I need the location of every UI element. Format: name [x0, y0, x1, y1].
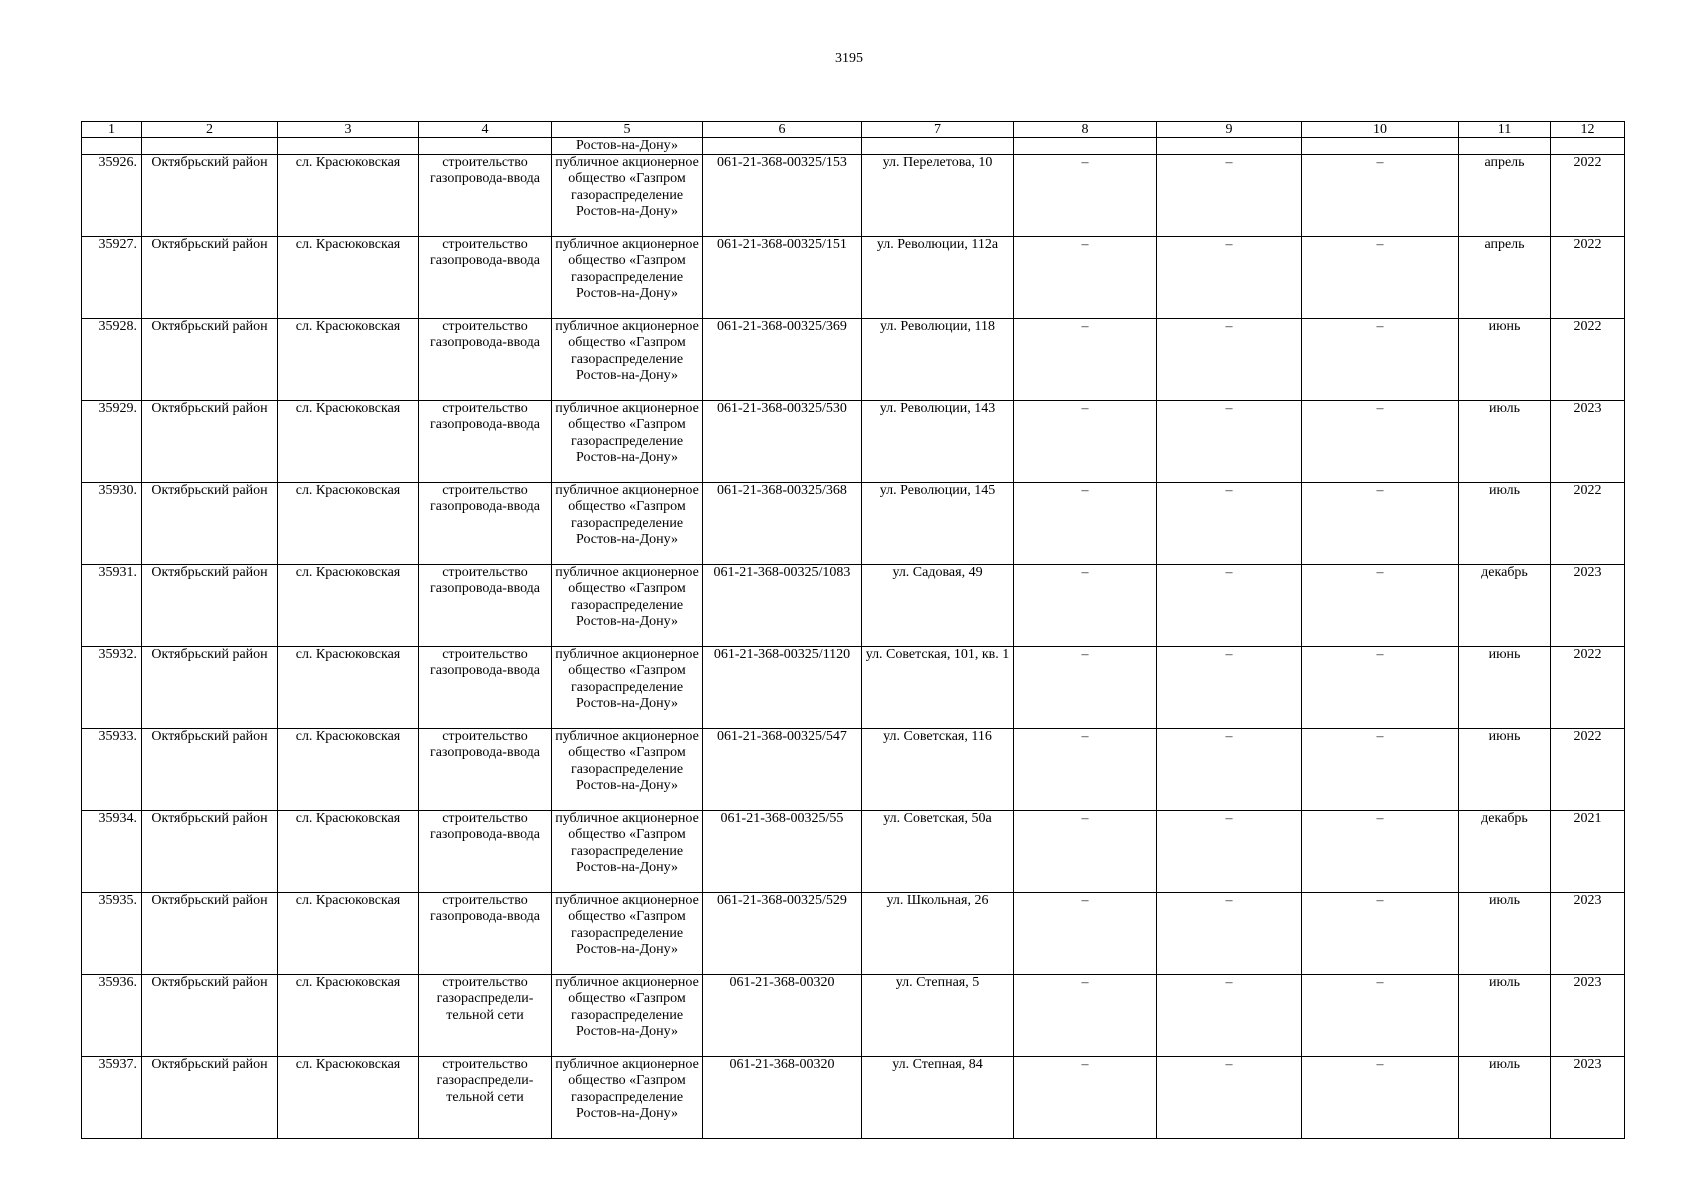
table-cell-col-1: 35934. — [82, 811, 142, 893]
table-row — [82, 729, 1625, 811]
table-cell-col-9: – — [1157, 975, 1302, 1057]
table-cell-col-4: строительство газопровода-ввода — [419, 237, 552, 319]
table-cell-col-8: – — [1014, 565, 1157, 647]
table-cell-col-10: – — [1302, 811, 1459, 893]
table-cell-col-6: 061-21-368-00325/1120 — [703, 647, 862, 729]
table-cell-col-4: строительство газопровода-ввода — [419, 155, 552, 237]
data-table — [81, 121, 1625, 1139]
table-cell-col-2: Октябрьский район — [142, 975, 278, 1057]
table-cell-col-7: ул. Революции, 143 — [862, 401, 1014, 483]
table-cell-col-5: публичное акционерное общество «Газпром газораспределение Ростов-на-Дону» — [552, 893, 703, 975]
table-header-row — [82, 122, 1625, 138]
table-cell-col-11 — [1459, 138, 1551, 155]
table-cell-col-12: 2022 — [1551, 483, 1625, 565]
table-cell-col-10: – — [1302, 155, 1459, 237]
table-row — [82, 319, 1625, 401]
table-cell-col-9: – — [1157, 155, 1302, 237]
table-cell-col-3: сл. Красюковская — [278, 893, 419, 975]
table-cell-col-12: 2021 — [1551, 811, 1625, 893]
table-cell-col-4: 4 — [419, 122, 552, 138]
table-cell-col-11: 11 — [1459, 122, 1551, 138]
table-cell-col-8 — [1014, 138, 1157, 155]
table-cell-col-12: 2023 — [1551, 975, 1625, 1057]
table-cell-col-6: 061-21-368-00325/530 — [703, 401, 862, 483]
table-cell-col-6: 061-21-368-00320 — [703, 975, 862, 1057]
table-cell-col-12: 2022 — [1551, 237, 1625, 319]
table-cell-col-5: публичное акционерное общество «Газпром газораспределение Ростов-на-Дону» — [552, 401, 703, 483]
table-cell-col-3: сл. Красюковская — [278, 237, 419, 319]
table-cell-col-3: сл. Красюковская — [278, 729, 419, 811]
table-cell-col-11: июль — [1459, 401, 1551, 483]
table-cell-col-11: июнь — [1459, 319, 1551, 401]
table-cell-col-7: ул. Садовая, 49 — [862, 565, 1014, 647]
table-cell-col-12: 2023 — [1551, 401, 1625, 483]
table-cell-col-9: – — [1157, 483, 1302, 565]
table-cell-col-11: июнь — [1459, 647, 1551, 729]
table-cell-col-1: 35936. — [82, 975, 142, 1057]
table-cell-col-3: сл. Красюковская — [278, 975, 419, 1057]
table-cell-col-8: – — [1014, 155, 1157, 237]
table-cell-col-3: сл. Красюковская — [278, 319, 419, 401]
table-cell-col-1: 35932. — [82, 647, 142, 729]
table-cell-col-7: ул. Советская, 50а — [862, 811, 1014, 893]
table-cell-col-12: 2022 — [1551, 155, 1625, 237]
table-cell-col-9: – — [1157, 1057, 1302, 1139]
table-cell-col-8: – — [1014, 401, 1157, 483]
table-cell-col-11: июль — [1459, 893, 1551, 975]
table-row — [82, 647, 1625, 729]
table-cell-col-5: публичное акционерное общество «Газпром газораспределение Ростов-на-Дону» — [552, 811, 703, 893]
table-cell-col-10: – — [1302, 893, 1459, 975]
table-cell-col-9: – — [1157, 811, 1302, 893]
table-cell-col-8: – — [1014, 483, 1157, 565]
table-cell-col-12: 2022 — [1551, 647, 1625, 729]
table-cell-col-10: – — [1302, 565, 1459, 647]
table-row — [82, 893, 1625, 975]
table-cell-col-1: 1 — [82, 122, 142, 138]
table-cell-col-12: 2023 — [1551, 893, 1625, 975]
table-cell-col-5: Ростов-на-Дону» — [552, 138, 703, 155]
table-cell-col-7: 7 — [862, 122, 1014, 138]
table-cell-col-8: – — [1014, 237, 1157, 319]
table-cell-col-7: ул. Школьная, 26 — [862, 893, 1014, 975]
table-cell-col-4: строительство газораспредели-тельной сети — [419, 1057, 552, 1139]
table-cell-col-1: 35933. — [82, 729, 142, 811]
table-cell-col-5: публичное акционерное общество «Газпром газораспределение Ростов-на-Дону» — [552, 729, 703, 811]
table-cell-col-7: ул. Степная, 5 — [862, 975, 1014, 1057]
table-cell-col-2 — [142, 138, 278, 155]
table-cell-col-12 — [1551, 138, 1625, 155]
table-cell-col-5: публичное акционерное общество «Газпром газораспределение Ростов-на-Дону» — [552, 565, 703, 647]
table-cell-col-10: – — [1302, 729, 1459, 811]
table-cell-col-8: – — [1014, 975, 1157, 1057]
table-cell-col-3: сл. Красюковская — [278, 1057, 419, 1139]
table-cell-col-2: Октябрьский район — [142, 319, 278, 401]
table-cell-col-4: строительство газопровода-ввода — [419, 319, 552, 401]
table-cell-col-4: строительство газопровода-ввода — [419, 565, 552, 647]
table-cell-col-5: публичное акционерное общество «Газпром газораспределение Ростов-на-Дону» — [552, 237, 703, 319]
table-cell-col-10: – — [1302, 647, 1459, 729]
table-cell-col-8: 8 — [1014, 122, 1157, 138]
table-body — [82, 122, 1625, 1139]
table-cell-col-2: Октябрьский район — [142, 1057, 278, 1139]
table-cell-col-1: 35929. — [82, 401, 142, 483]
table-cell-col-4: строительство газопровода-ввода — [419, 483, 552, 565]
table-cell-col-8: – — [1014, 319, 1157, 401]
table-cell-col-3: сл. Красюковская — [278, 401, 419, 483]
table-cell-col-9: – — [1157, 729, 1302, 811]
table-cell-col-10: – — [1302, 401, 1459, 483]
table-cell-col-11: июль — [1459, 975, 1551, 1057]
table-cell-col-1: 35930. — [82, 483, 142, 565]
table-cell-col-8: – — [1014, 647, 1157, 729]
table-cell-col-11: июль — [1459, 1057, 1551, 1139]
table-cell-col-2: Октябрьский район — [142, 565, 278, 647]
table-cell-col-6: 061-21-368-00325/368 — [703, 483, 862, 565]
table-cell-col-1: 35935. — [82, 893, 142, 975]
table-cell-col-7: ул. Советская, 116 — [862, 729, 1014, 811]
table-cell-col-12: 12 — [1551, 122, 1625, 138]
table-cell-col-12: 2022 — [1551, 729, 1625, 811]
table-cell-col-1: 35931. — [82, 565, 142, 647]
table-cell-col-1: 35926. — [82, 155, 142, 237]
table-cell-col-6: 061-21-368-00325/151 — [703, 237, 862, 319]
table-cell-col-2: Октябрьский район — [142, 483, 278, 565]
table-cell-col-9: – — [1157, 237, 1302, 319]
table-cell-col-6: 6 — [703, 122, 862, 138]
table-cell-col-1: 35937. — [82, 1057, 142, 1139]
table-cell-col-4: строительство газопровода-ввода — [419, 647, 552, 729]
table-row — [82, 237, 1625, 319]
table-cell-col-6: 061-21-368-00325/153 — [703, 155, 862, 237]
table-cell-col-9: – — [1157, 319, 1302, 401]
table-cell-col-6: 061-21-368-00325/369 — [703, 319, 862, 401]
table-cell-col-5: публичное акционерное общество «Газпром газораспределение Ростов-на-Дону» — [552, 319, 703, 401]
table-row — [82, 401, 1625, 483]
table-cell-col-3: сл. Красюковская — [278, 155, 419, 237]
table-cell-col-11: декабрь — [1459, 811, 1551, 893]
table-cell-col-10: 10 — [1302, 122, 1459, 138]
table-cell-col-6: 061-21-368-00325/529 — [703, 893, 862, 975]
table-cell-col-7: ул. Революции, 112а — [862, 237, 1014, 319]
table-cell-col-11: июнь — [1459, 729, 1551, 811]
table-cell-col-5: публичное акционерное общество «Газпром газораспределение Ростов-на-Дону» — [552, 155, 703, 237]
table-cell-col-11: июль — [1459, 483, 1551, 565]
table-row — [82, 975, 1625, 1057]
table-row — [82, 155, 1625, 237]
table-cell-col-4 — [419, 138, 552, 155]
table-cell-col-9 — [1157, 138, 1302, 155]
table-cell-col-10 — [1302, 138, 1459, 155]
table-cell-col-12: 2023 — [1551, 565, 1625, 647]
page-number: 3195 — [835, 51, 863, 66]
table-cell-col-4: строительство газораспредели-тельной сети — [419, 975, 552, 1057]
table-cell-col-9: – — [1157, 893, 1302, 975]
table-cell-col-2: Октябрьский район — [142, 155, 278, 237]
table-cell-col-10: – — [1302, 1057, 1459, 1139]
table-cell-col-7: ул. Советская, 101, кв. 1 — [862, 647, 1014, 729]
table-cell-col-7: ул. Перелетова, 10 — [862, 155, 1014, 237]
table-cell-col-2: Октябрьский район — [142, 237, 278, 319]
table-cell-col-9: – — [1157, 647, 1302, 729]
table-cell-col-1 — [82, 138, 142, 155]
table-cell-col-5: публичное акционерное общество «Газпром газораспределение Ростов-на-Дону» — [552, 483, 703, 565]
table-cell-col-3: сл. Красюковская — [278, 483, 419, 565]
table-cell-col-11: декабрь — [1459, 565, 1551, 647]
table-cell-col-8: – — [1014, 729, 1157, 811]
table-cell-col-11: апрель — [1459, 155, 1551, 237]
table-cell-col-7 — [862, 138, 1014, 155]
table-row — [82, 565, 1625, 647]
table-cell-col-6: 061-21-368-00320 — [703, 1057, 862, 1139]
table-cell-col-9: – — [1157, 401, 1302, 483]
table-cell-col-7: ул. Революции, 118 — [862, 319, 1014, 401]
table-cell-col-4: строительство газопровода-ввода — [419, 811, 552, 893]
table-cell-col-1: 35928. — [82, 319, 142, 401]
table-cell-col-12: 2022 — [1551, 319, 1625, 401]
table-cell-col-10: – — [1302, 237, 1459, 319]
table-cell-col-6 — [703, 138, 862, 155]
table-row — [82, 811, 1625, 893]
table-cell-col-8: – — [1014, 811, 1157, 893]
table-cell-col-5: 5 — [552, 122, 703, 138]
table-cell-col-12: 2023 — [1551, 1057, 1625, 1139]
table-cell-col-10: – — [1302, 319, 1459, 401]
table-cell-col-2: Октябрьский район — [142, 811, 278, 893]
table-cell-col-6: 061-21-368-00325/55 — [703, 811, 862, 893]
table-cell-col-11: апрель — [1459, 237, 1551, 319]
table-cell-col-7: ул. Революции, 145 — [862, 483, 1014, 565]
table-cell-col-5: публичное акционерное общество «Газпром газораспределение Ростов-на-Дону» — [552, 647, 703, 729]
table-cell-col-3: сл. Красюковская — [278, 647, 419, 729]
table-cell-col-9: 9 — [1157, 122, 1302, 138]
table-cell-col-4: строительство газопровода-ввода — [419, 729, 552, 811]
table-cell-col-5: публичное акционерное общество «Газпром газораспределение Ростов-на-Дону» — [552, 1057, 703, 1139]
table-cell-col-1: 35927. — [82, 237, 142, 319]
table-row — [82, 1057, 1625, 1139]
table-cell-col-7: ул. Степная, 84 — [862, 1057, 1014, 1139]
table-cell-col-2: Октябрьский район — [142, 401, 278, 483]
table-cell-col-3: сл. Красюковская — [278, 565, 419, 647]
table-cell-col-4: строительство газопровода-ввода — [419, 401, 552, 483]
table-row — [82, 483, 1625, 565]
table-cell-col-2: 2 — [142, 122, 278, 138]
table-cell-col-2: Октябрьский район — [142, 893, 278, 975]
table-cell-col-8: – — [1014, 1057, 1157, 1139]
table-continuation-row — [82, 138, 1625, 155]
table-cell-col-2: Октябрьский район — [142, 647, 278, 729]
table-cell-col-3 — [278, 138, 419, 155]
table-cell-col-5: публичное акционерное общество «Газпром газораспределение Ростов-на-Дону» — [552, 975, 703, 1057]
table-cell-col-9: – — [1157, 565, 1302, 647]
table-cell-col-8: – — [1014, 893, 1157, 975]
table-cell-col-10: – — [1302, 483, 1459, 565]
table-cell-col-10: – — [1302, 975, 1459, 1057]
table-cell-col-6: 061-21-368-00325/547 — [703, 729, 862, 811]
table-cell-col-3: сл. Красюковская — [278, 811, 419, 893]
table-cell-col-2: Октябрьский район — [142, 729, 278, 811]
table-cell-col-3: 3 — [278, 122, 419, 138]
table-cell-col-6: 061-21-368-00325/1083 — [703, 565, 862, 647]
table-cell-col-4: строительство газопровода-ввода — [419, 893, 552, 975]
